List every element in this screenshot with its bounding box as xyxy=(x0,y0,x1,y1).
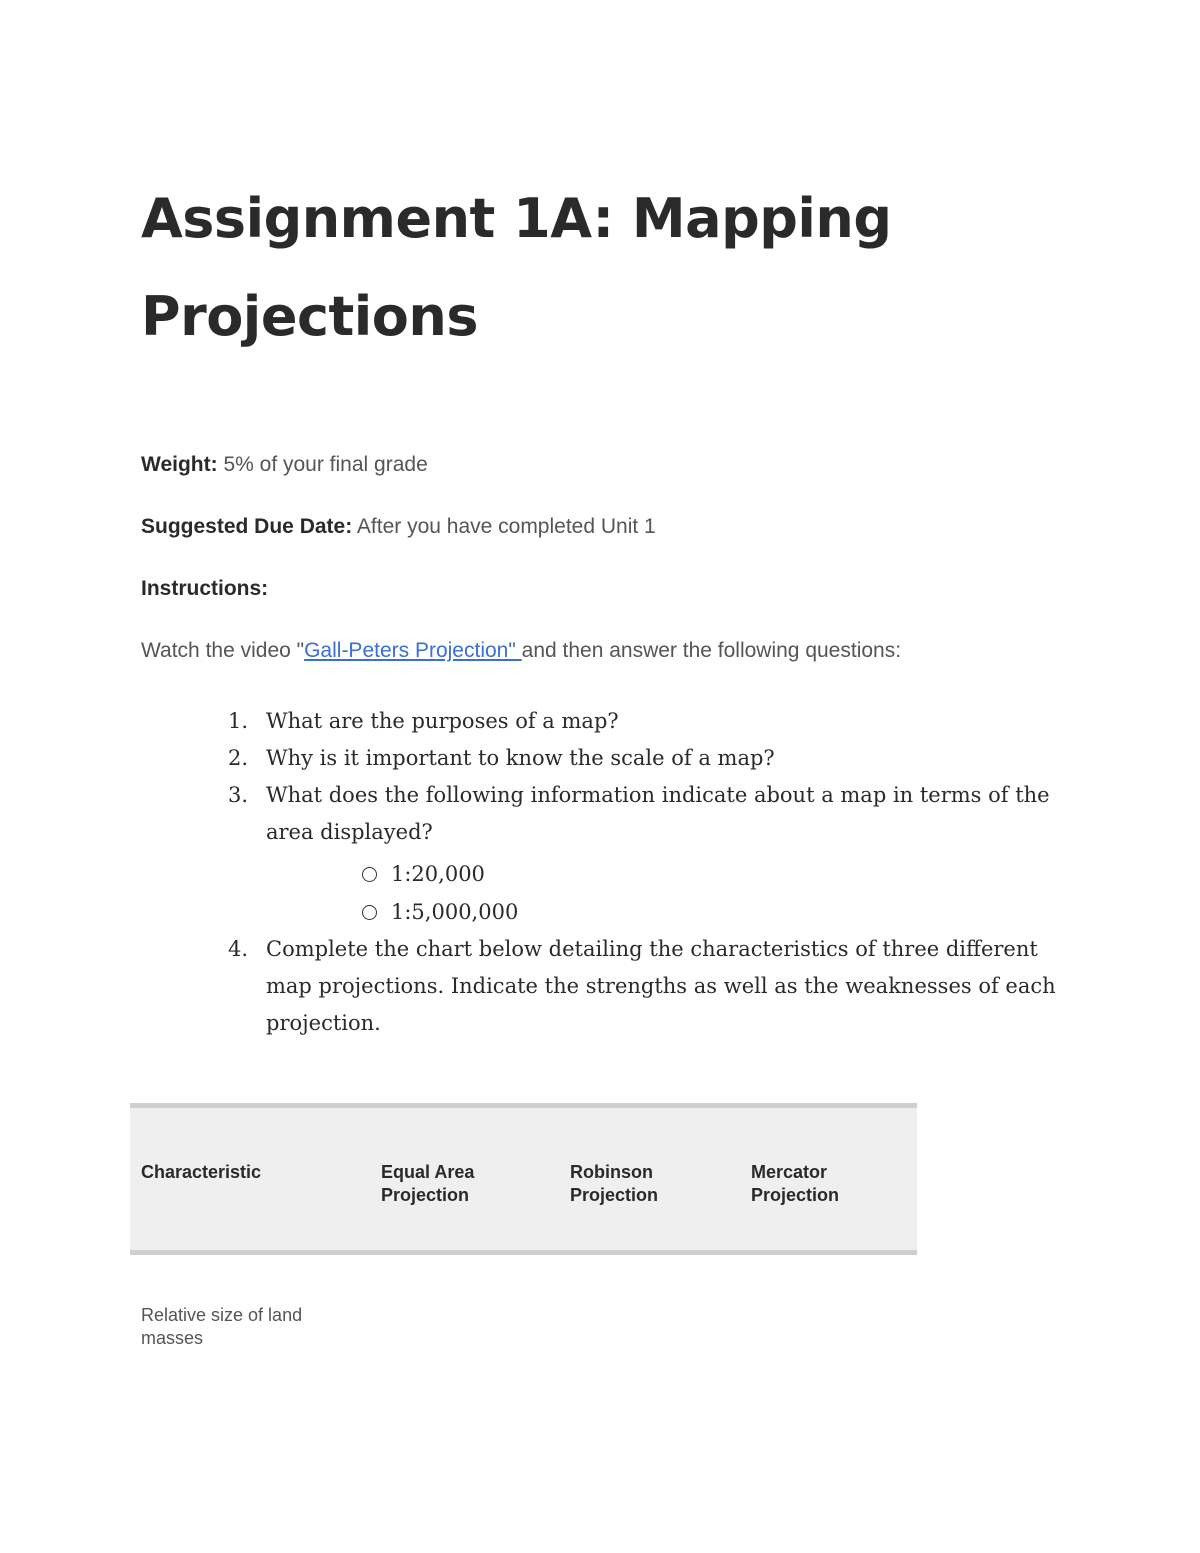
intro-text-before: Watch the video " xyxy=(141,639,305,662)
question-number: 1. xyxy=(228,709,249,733)
weight-label: Weight: xyxy=(141,453,218,476)
header-mercator: Mercator Projection xyxy=(751,1162,840,1205)
weight-line xyxy=(141,453,428,477)
instructions-heading: Instructions: xyxy=(141,577,269,600)
table-row-label: Relative size of land masses xyxy=(141,1305,303,1348)
page-title: Assignment 1A: Mapping Projections xyxy=(141,187,892,348)
circle-bullet-icon xyxy=(362,867,377,882)
question-text: Complete the chart below detailing the characteristics of three different map projections. Indicate the strengths as well as the weaknesses of each projection. xyxy=(266,937,1056,1035)
table-header-row xyxy=(130,1103,917,1255)
due-date-value: After you have completed Unit 1 xyxy=(356,515,656,538)
question-text: What are the purposes of a map? xyxy=(266,709,619,733)
intro-text-after: and then answer the following questions: xyxy=(521,639,902,662)
question-number: 4. xyxy=(228,937,249,961)
header-equal-area: Equal Area Projection xyxy=(381,1162,475,1205)
video-link[interactable]: Gall-Peters Projection" xyxy=(304,639,522,662)
scale-item xyxy=(362,855,1068,893)
header-robinson: Robinson Projection xyxy=(570,1162,659,1205)
circle-bullet-icon xyxy=(362,905,377,920)
question-number: 3. xyxy=(228,783,249,807)
question-text: Why is it important to know the scale of a map? xyxy=(266,746,775,770)
instructions-intro xyxy=(141,639,901,663)
due-date-line xyxy=(141,515,656,539)
scale-item xyxy=(362,893,1068,931)
weight-value: 5% of your final grade xyxy=(223,453,428,476)
question-item xyxy=(228,777,1068,931)
scale-value: 1:20,000 xyxy=(391,861,485,886)
question-item xyxy=(228,740,1068,777)
question-number: 2. xyxy=(228,746,249,770)
question-item xyxy=(228,703,1068,740)
scale-list xyxy=(266,855,1068,931)
header-characteristic: Characteristic xyxy=(141,1162,262,1182)
question-item xyxy=(228,931,1068,1042)
scale-value: 1:5,000,000 xyxy=(391,899,519,924)
question-list xyxy=(228,703,1068,1042)
question-text: What does the following information indicate about a map in terms of the area displayed? xyxy=(266,783,1050,844)
due-date-label: Suggested Due Date: xyxy=(141,515,353,538)
